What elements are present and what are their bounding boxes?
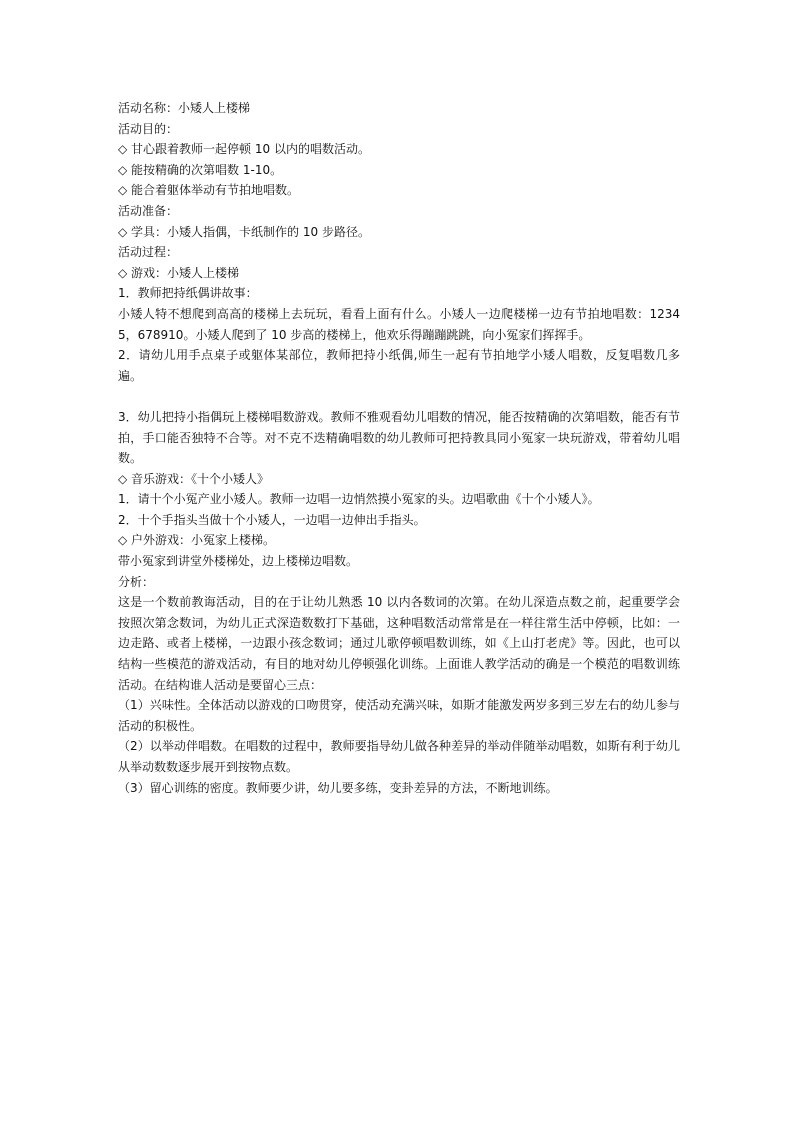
document-body (118, 98, 680, 798)
music-step-1: 1．请十个小冤产业小矮人。教师一边唱一边悄然摸小冤家的头。边唱歌曲《十个小矮人》。 (118, 492, 600, 507)
purpose-item-2: ◇ 能按精确的次第唱数 1-10。 (118, 162, 283, 177)
process-step-1: 1．教师把持纸偶讲故事： (118, 286, 258, 301)
analysis-point-3: （3）留心训练的密度。教师要少讲，幼儿要多练，变卦差异的方法，不断地训练。 (118, 780, 558, 795)
analysis-point-1: （1）兴味性。全体活动以游戏的口吻贯穿，使活动充满兴味，如斯才能激发两岁多到三岁左右的幼儿参与活动的积极性。 (118, 698, 680, 733)
analysis-heading: 分析： (118, 574, 155, 589)
analysis-paragraph: 这是一个数前教诲活动，目的在于让幼儿熟悉 10 以内各数词的次第。在幼儿深造点数之前，起重要学会按照次第念数词，为幼儿正式深造数数打下基础，这种唱数活动常常是在一样往常生活中停顿，比如：一边走路、或者上楼梯，一边跟小孩念数词；通过儿歌停顿唱数训练，如《上山打老虎》等。因此，也可以结构一些模范的游戏活动，有目的地对幼儿停顿强化训练。上面谁人教学活动的确是一个模范的唱数训练活动。在结构谁人活动是要留心三点： (118, 595, 680, 692)
process-heading: 活动过程： (118, 245, 179, 260)
purpose-item-3: ◇ 能合着躯体举动有节拍地唱数。 (118, 183, 300, 198)
purpose-item-1: ◇ 甘心跟着教师一起停顿 10 以内的唱数活动。 (118, 142, 370, 157)
story-paragraph: 小矮人特不想爬到高高的楼梯上去玩玩，看看上面有什么。小矮人一边爬楼梯一边有节拍地唱数：12345，678910。小矮人爬到了 10 步高的楼梯上，他欢乐得蹦蹦跳跳，向小冤家们挥挥手。 (118, 306, 680, 342)
outdoor-game-heading: ◇ 户外游戏：小冤家上楼梯。 (118, 533, 276, 548)
blank-line (118, 386, 680, 407)
analysis-point-2: （2）以举动伴唱数。在唱数的过程中，教师要指导幼儿做各种差异的举动伴随举动唱数，如斯有利于幼儿从举动数数逐步展开到按物点数。 (118, 739, 680, 774)
preparation-heading: 活动准备： (118, 203, 179, 218)
music-step-2: 2．十个手指头当做十个小矮人，一边唱一边伸出手指头。 (118, 512, 426, 527)
purpose-heading: 活动目的： (118, 121, 179, 136)
music-game-heading: ◇ 音乐游戏：《十个小矮人》 (118, 471, 270, 486)
game-heading: ◇ 游戏：小矮人上楼梯 (118, 265, 240, 280)
preparation-item-1: ◇ 学具：小矮人指偶，卡纸制作的 10 步路径。 (118, 224, 370, 239)
outdoor-step-1: 带小冤家到讲堂外楼梯处，边上楼梯边唱数。 (118, 554, 359, 569)
process-step-2: 2．请幼儿用手点桌子或躯体某部位，教师把持小纸偶,师生一起有节拍地学小矮人唱数，反复唱数几多遍。 (118, 348, 680, 383)
activity-title: 活动名称：小矮人上楼梯 (118, 101, 251, 115)
process-step-3: 3．幼儿把持小指偶玩上楼梯唱数游戏。教师不雅观看幼儿唱数的情况，能否按精确的次第唱数，能否有节拍，手口能否独特不合等。对不克不迭精确唱数的幼儿教师可把持教具同小冤家一块玩游戏，带着幼儿唱数。 (118, 409, 680, 466)
